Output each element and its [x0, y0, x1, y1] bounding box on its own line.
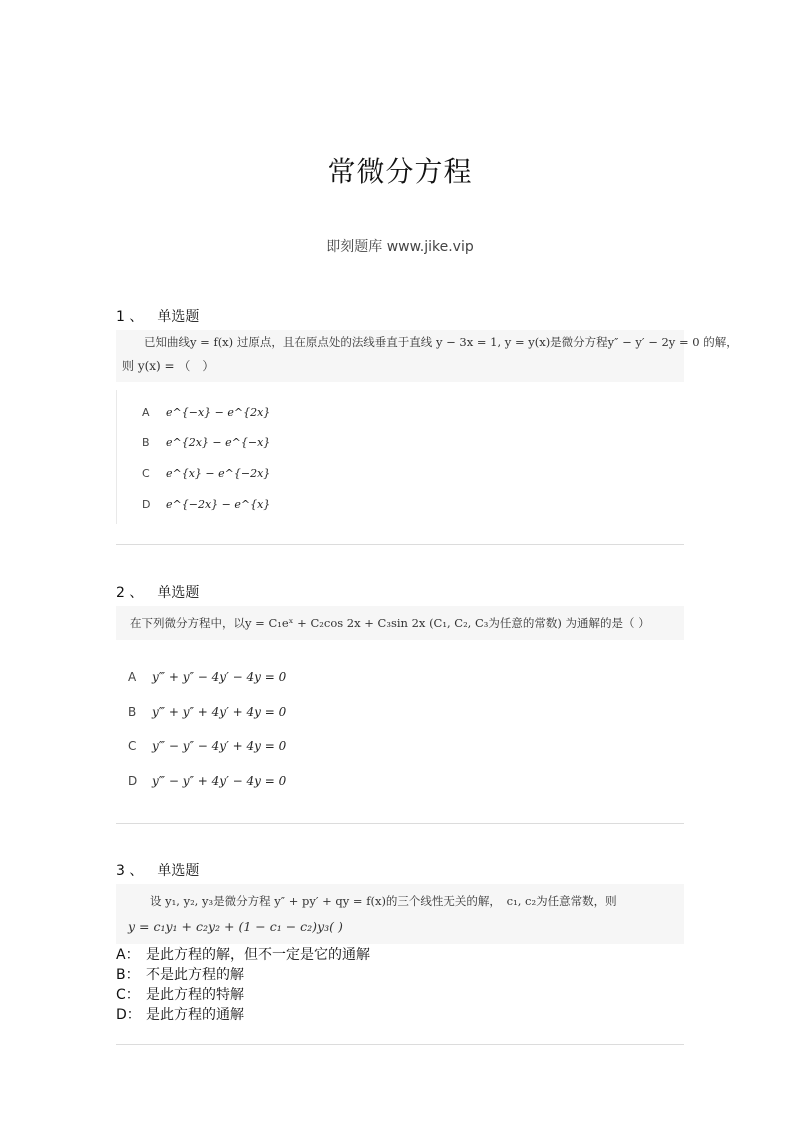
page-title: 常微分方程 — [327, 155, 473, 188]
option-d[interactable]: D e^{−2x} − e^{x} — [142, 498, 271, 511]
question-divider — [116, 823, 684, 824]
page-subtitle: 即刻题库 www.jike.vip — [326, 239, 474, 255]
question-3-stem — [116, 884, 684, 944]
option-b[interactable]: B y‴ + y″ + 4y′ + 4y = 0 — [128, 705, 287, 719]
question-3-header — [116, 860, 199, 880]
option-c[interactable]: C： 是此方程的特解 — [116, 987, 244, 1003]
question-1-header — [116, 306, 199, 326]
options-panel-border — [116, 390, 117, 524]
question-stem-line: 设 y₁, y₂, y₃是微分方程 y″ + py′ + qy = f(x)的三个线性无关的解， c₁, c₂为任意常数，则 — [150, 894, 617, 908]
question-2-header — [116, 582, 199, 602]
option-d[interactable]: D y‴ − y″ + 4y′ − 4y = 0 — [128, 774, 287, 788]
question-type: 单选题 — [157, 585, 200, 601]
question-stem-line: y = c₁y₁ + c₂y₂ + (1 − c₁ − c₂)y₃( ) — [128, 919, 343, 934]
question-2-stem — [116, 606, 684, 640]
question-1-stem — [116, 330, 738, 382]
option-c[interactable]: C e^{x} − e^{−2x} — [142, 467, 271, 480]
option-c[interactable]: C y‴ − y″ − 4y′ + 4y = 0 — [128, 739, 287, 753]
question-type: 单选题 — [157, 863, 200, 879]
question-divider — [116, 1044, 684, 1045]
option-a[interactable]: A： 是此方程的解，但不一定是它的通解 — [116, 947, 370, 963]
question-type: 单选题 — [157, 309, 200, 325]
question-number: 2 、 — [116, 585, 144, 601]
question-stem-line: 已知曲线y = f(x) 过原点，且在原点处的法线垂直于直线 y − 3x = 1, y = y(x)是微分方程y″ − y′ − 2y = 0 的解， — [144, 335, 738, 349]
option-b[interactable]: B e^{2x} − e^{−x} — [142, 436, 271, 449]
question-stem-line: 在下列微分方程中，以y = C₁eˣ + C₂cos 2x + C₃sin 2x (C₁, C₂, C₃为任意的常数) 为通解的是（ ） — [130, 616, 650, 630]
question-number: 1 、 — [116, 309, 144, 325]
option-b[interactable]: B： 不是此方程的解 — [116, 967, 244, 983]
question-number: 3 、 — [116, 863, 144, 879]
question-divider — [116, 544, 684, 545]
option-a[interactable]: A y‴ + y″ − 4y′ − 4y = 0 — [128, 670, 287, 684]
option-d[interactable]: D： 是此方程的通解 — [116, 1007, 244, 1023]
question-stem-line: 则 y(x) = （ ） — [122, 359, 215, 373]
option-a[interactable]: A e^{−x} − e^{2x} — [142, 406, 271, 419]
